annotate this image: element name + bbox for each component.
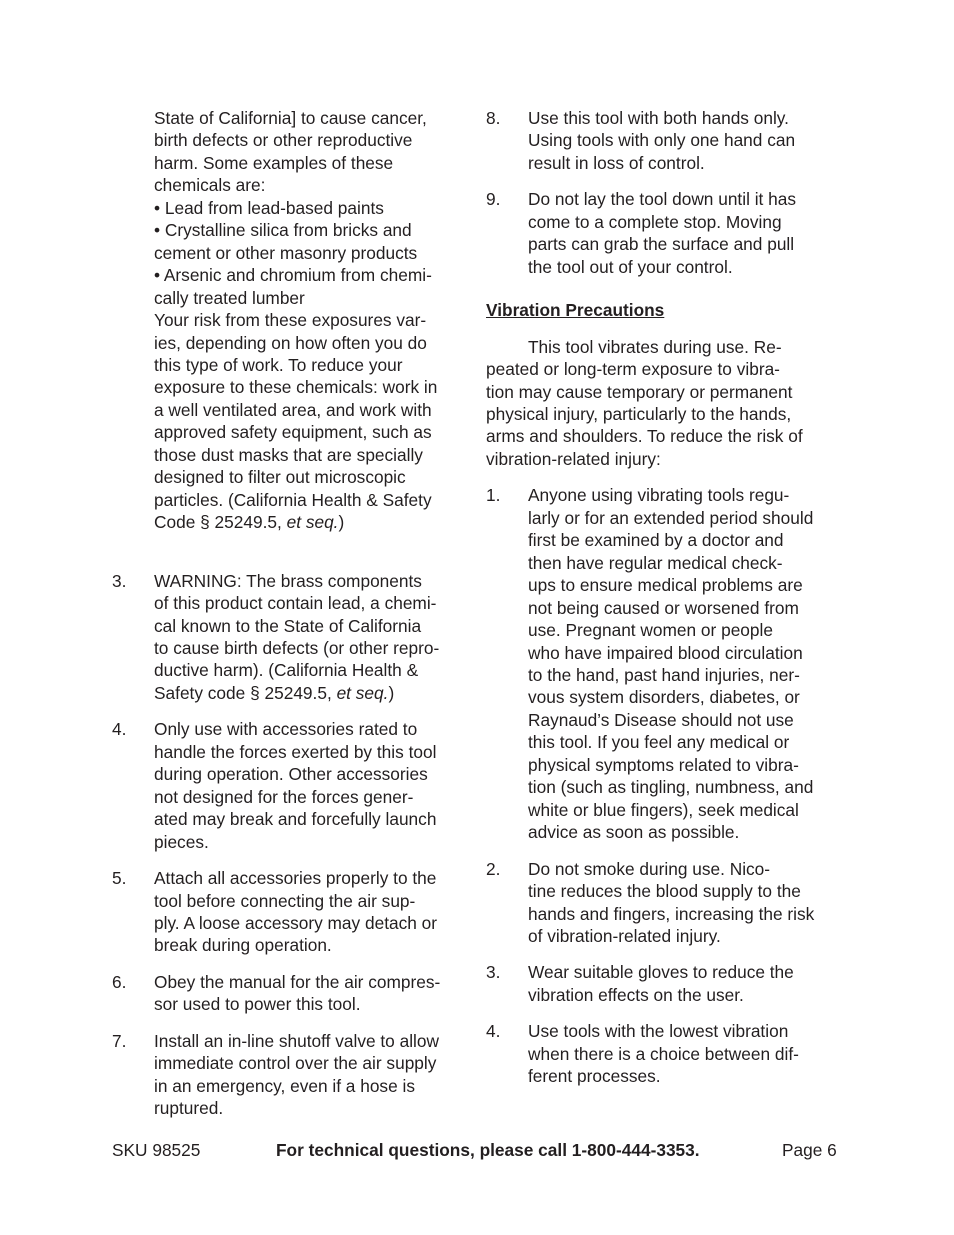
- text-line: not being caused or worsened from: [528, 597, 799, 618]
- text-line: Attach all accessories properly to the: [154, 868, 437, 889]
- text-line: Wear suitable gloves to reduce the: [528, 962, 794, 983]
- text-line: exposure to these chemicals: work in: [154, 377, 438, 398]
- text-segment: ): [338, 512, 345, 533]
- text-line: [154, 511, 472, 533]
- text-line: peated or long-term exposure to vibra-: [486, 359, 780, 380]
- text-line: break during operation.: [154, 935, 332, 956]
- item-number: 8.: [486, 108, 501, 128]
- text-line: State of California] to cause cancer,: [154, 108, 427, 128]
- section-heading: Vibration Precautions: [486, 300, 665, 321]
- text-line: This tool vibrates during use. Re-: [528, 336, 782, 357]
- text-line: pieces.: [154, 831, 209, 852]
- text-line: those dust masks that are specially: [154, 444, 423, 465]
- text-line: ruptured.: [154, 1098, 224, 1119]
- list-item-4: [112, 718, 472, 853]
- text-line: cement or other masonry products: [154, 242, 418, 263]
- text-line: come to a complete stop. Moving: [528, 211, 782, 232]
- text-line: of this product contain lead, a chemi-: [154, 593, 437, 614]
- text-line: Do not lay the tool down until it has: [528, 189, 797, 210]
- text-line: vibration effects on the user.: [528, 984, 744, 1005]
- list-item-8: [486, 107, 846, 174]
- text-line: the tool out of your control.: [528, 256, 733, 277]
- text-line: sor used to power this tool.: [154, 994, 361, 1015]
- text-line: of vibration-related injury.: [528, 925, 721, 946]
- text-line: cally treated lumber: [154, 287, 305, 308]
- text-segment: ): [388, 682, 395, 703]
- bullet-line: • Crystalline silica from bricks and: [154, 220, 412, 241]
- vibration-item-2: [486, 858, 846, 948]
- text-line: in an emergency, even if a hose is: [154, 1075, 415, 1096]
- list-item-9: [486, 188, 846, 278]
- text-line: ductive harm). (California Health &: [154, 660, 419, 681]
- item-number: 5.: [112, 868, 127, 889]
- text-line: ated may break and forcefully launch: [154, 809, 437, 830]
- text-line: chemicals are:: [154, 175, 266, 196]
- text-line: birth defects or other reproductive: [154, 130, 413, 151]
- vibration-item-3: [486, 961, 846, 1006]
- text-line: physical symptoms related to vibra-: [528, 754, 799, 775]
- text-line: to the hand, past hand injuries, ner-: [528, 664, 800, 685]
- left-column: [112, 107, 472, 1120]
- text-line: cal known to the State of California: [154, 615, 422, 636]
- text-line: Your risk from these exposures var-: [154, 310, 427, 331]
- text-line: hands and fingers, increasing the risk: [528, 903, 815, 924]
- text-line: Do not smoke during use. Nico-: [528, 858, 771, 879]
- item-number: 4.: [486, 1021, 501, 1042]
- bullet-line: • Arsenic and chromium from chemi-: [154, 265, 432, 286]
- text-line: Raynaud’s Disease should not use: [528, 709, 794, 730]
- text-segment: Safety code § 25249.5,: [154, 682, 337, 703]
- text-line: handle the forces exerted by this tool: [154, 741, 437, 762]
- text-line: ups to ensure medical problems are: [528, 575, 803, 596]
- item-number: 9.: [486, 189, 501, 210]
- prop65-continuation: [154, 107, 472, 534]
- text-segment: Code § 25249.5,: [154, 512, 287, 533]
- text-line: parts can grab the surface and pull: [528, 234, 795, 255]
- text-line: not designed for the forces gener-: [154, 786, 414, 807]
- text-line: tion may cause temporary or permanent: [486, 381, 793, 402]
- item-number: 6.: [112, 971, 127, 992]
- item-number: 3.: [112, 570, 127, 591]
- text-line: Using tools with only one hand can: [528, 130, 796, 151]
- text-line: approved safety equipment, such as: [154, 422, 432, 443]
- text-line: ies, depending on how often you do: [154, 332, 427, 353]
- text-line: vous system disorders, diabetes, or: [528, 687, 800, 708]
- text-line: advice as soon as possible.: [528, 822, 740, 843]
- text-line: ferent processes.: [528, 1066, 661, 1087]
- text-line: tine reduces the blood supply to the: [528, 881, 801, 902]
- text-line: then have regular medical check-: [528, 552, 783, 573]
- text-line: tool before connecting the air sup-: [154, 890, 416, 911]
- citation-italic: et seq.: [286, 512, 339, 533]
- text-line: this type of work. To reduce your: [154, 354, 403, 375]
- text-line: Use tools with the lowest vibration: [528, 1021, 789, 1042]
- text-line: Anyone using vibrating tools regu-: [528, 485, 790, 506]
- text-line: white or blue fingers), seek medical: [528, 799, 799, 820]
- list-item-6: [112, 971, 472, 1016]
- item-number: 7.: [112, 1030, 127, 1051]
- citation-italic: et seq.: [336, 682, 389, 703]
- item-number: 4.: [112, 719, 127, 740]
- right-column: [486, 107, 846, 1088]
- text-line: use. Pregnant women or people: [528, 620, 773, 641]
- text-line: tion (such as tingling, numbness, and: [528, 777, 814, 798]
- text-line: Install an in-line shutoff valve to allow: [154, 1030, 439, 1051]
- text-line: larly or for an extended period should: [528, 507, 814, 528]
- text-line: during operation. Other accessories: [154, 764, 428, 785]
- text-line: arms and shoulders. To reduce the risk of: [486, 426, 803, 447]
- item-number: 3.: [486, 962, 501, 983]
- tech-support-line: For technical questions, please call 1-800-444-3353.: [276, 1140, 700, 1160]
- sku-label: SKU 98525: [112, 1140, 201, 1160]
- list-item-5: [112, 867, 472, 957]
- text-line: who have impaired blood circulation: [528, 642, 803, 663]
- text-line: designed to filter out microscopic: [154, 467, 406, 488]
- text-line: vibration-related injury:: [486, 448, 661, 469]
- text-line: immediate control over the air supply: [154, 1053, 437, 1074]
- text-line: WARNING: The brass components: [154, 570, 422, 591]
- text-line: ply. A loose accessory may detach or: [154, 912, 438, 933]
- text-line: to cause birth defects (or other repro-: [154, 637, 440, 658]
- bullet-line: • Lead from lead-based paints: [154, 197, 384, 218]
- text-line: particles. (California Health & Safety: [154, 489, 432, 510]
- text-line: Use this tool with both hands only.: [528, 108, 789, 128]
- text-line: this tool. If you feel any medical or: [528, 732, 790, 753]
- vibration-item-1: [486, 484, 846, 843]
- text-line: physical injury, particularly to the hands,: [486, 403, 792, 424]
- text-line: result in loss of control.: [528, 152, 705, 173]
- text-line: Only use with accessories rated to: [154, 719, 418, 740]
- item-number: 2.: [486, 858, 501, 879]
- text-line: first be examined by a doctor and: [528, 530, 784, 551]
- list-item-3: [112, 570, 472, 705]
- text-line: harm. Some examples of these: [154, 152, 394, 173]
- text-line: [154, 682, 472, 704]
- text-line: Obey the manual for the air compres-: [154, 971, 441, 992]
- page-footer: [0, 1139, 954, 1163]
- list-item-7: [112, 1030, 472, 1120]
- text-line: a well ventilated area, and work with: [154, 399, 432, 420]
- text-line: when there is a choice between dif-: [528, 1043, 799, 1064]
- vibration-item-4: [486, 1020, 846, 1087]
- intro-paragraph: [486, 336, 846, 471]
- page-number: Page 6: [782, 1140, 837, 1160]
- item-number: 1.: [486, 485, 501, 506]
